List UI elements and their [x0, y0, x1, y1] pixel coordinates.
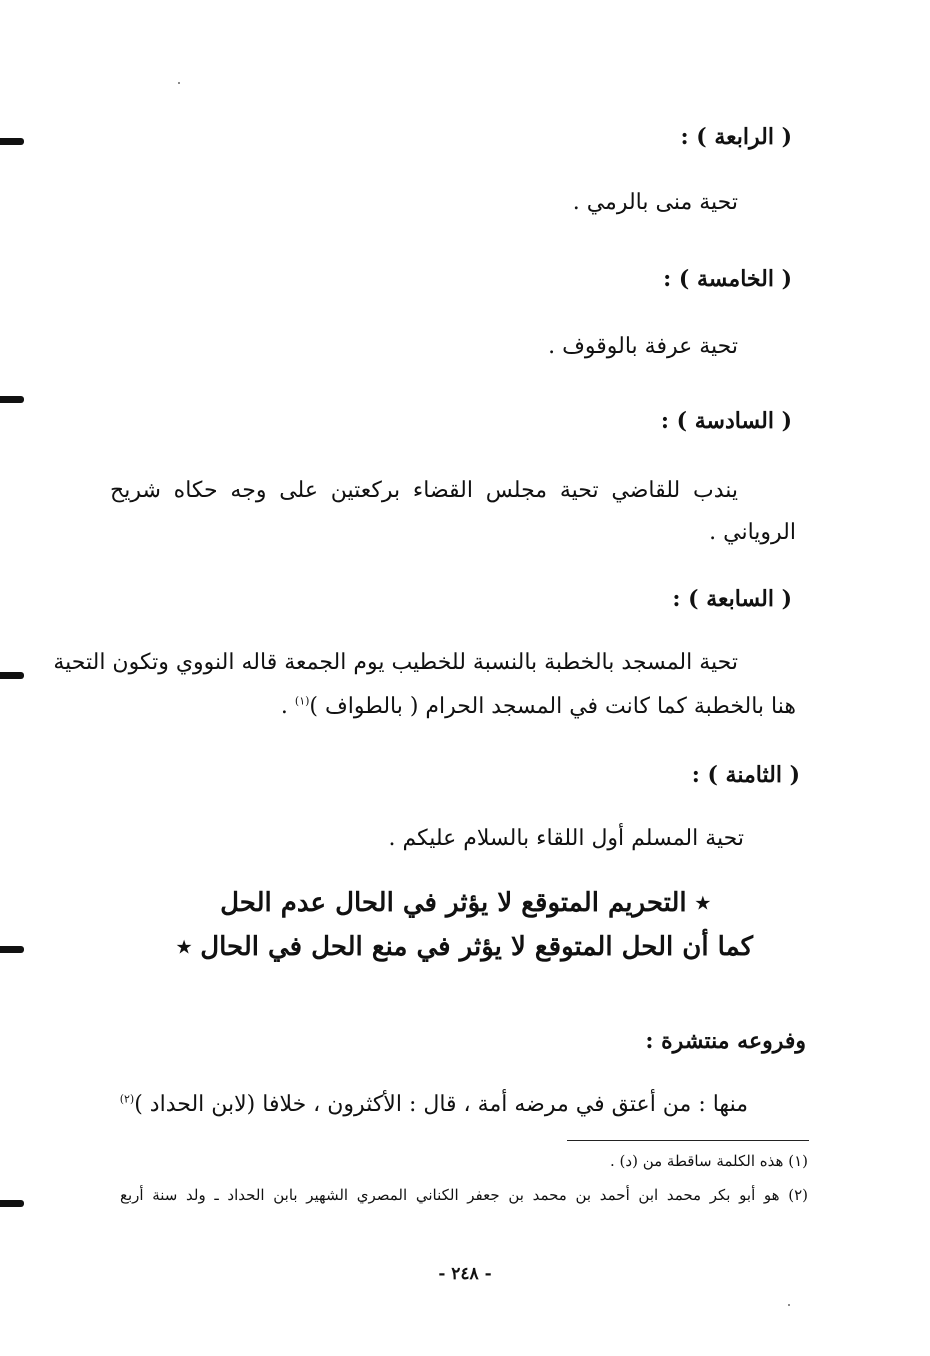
footnote-1: (١) هذه الكلمة ساقطة من (د) .: [610, 1152, 808, 1170]
footnote-separator: [567, 1140, 809, 1141]
binding-mark: [0, 1200, 24, 1207]
scan-speck: [178, 82, 180, 84]
section-heading-7: ( السابعة ) :: [672, 586, 792, 612]
section-heading-5: ( الخامسة ) :: [663, 266, 792, 292]
section-text-6-line1: يندب للقاضي تحية مجلس القضاء بركعتين على وجه حكاه شريح: [110, 478, 738, 503]
binding-mark: [0, 138, 24, 145]
maxim-line-1: ٭ التحريم المتوقع لا يؤثر في الحال عدم الحل: [220, 888, 710, 918]
footnote-ref-1: (١): [294, 694, 310, 708]
section-text-8: تحية المسلم أول اللقاء بالسلام عليكم .: [388, 826, 744, 851]
section-text-7-line2-end: .: [280, 694, 295, 719]
section-heading-4: ( الرابعة ) :: [680, 124, 792, 150]
binding-mark: [0, 672, 24, 679]
page-number: - ٢٤٨ -: [438, 1264, 492, 1284]
section-text-7-line2: [281, 694, 796, 719]
maxim-line-2: كما أن الحل المتوقع لا يؤثر في منع الحل في الحال ٭: [177, 932, 753, 962]
footnote-ref-2: (٢): [119, 1092, 135, 1106]
section-heading-6: ( السادسة ) :: [660, 408, 792, 434]
section-text-4: تحية منى بالرمي .: [572, 190, 738, 215]
section-text-6-line2: الروياني .: [709, 520, 796, 545]
branches-heading: وفروعه منتشرة :: [645, 1028, 806, 1054]
section-heading-8: ( الثامنة ) :: [691, 762, 800, 788]
footnote-2: (٢) هو أبو بكر محمد ابن أحمد بن محمد بن جعفر الكناني المصري الشهير بابن الحداد ـ ولد سنة أربع: [120, 1186, 808, 1204]
section-text-7-line2-main: هنا بالخطبة كما كانت في المسجد الحرام ( بالطواف ): [309, 694, 796, 719]
branches-text-main: منها : من أعتق في مرضه أمة ، قال : الأكثرون ، خلافا (لابن الحداد ): [134, 1092, 748, 1117]
binding-mark: [0, 396, 24, 403]
scan-speck: [788, 1304, 790, 1306]
section-text-5: تحية عرفة بالوقوف .: [548, 334, 738, 359]
branches-text: [120, 1092, 748, 1117]
section-text-7-line1: تحية المسجد بالخطبة بالنسبة للخطيب يوم الجمعة قاله النووي وتكون التحية: [53, 650, 738, 675]
